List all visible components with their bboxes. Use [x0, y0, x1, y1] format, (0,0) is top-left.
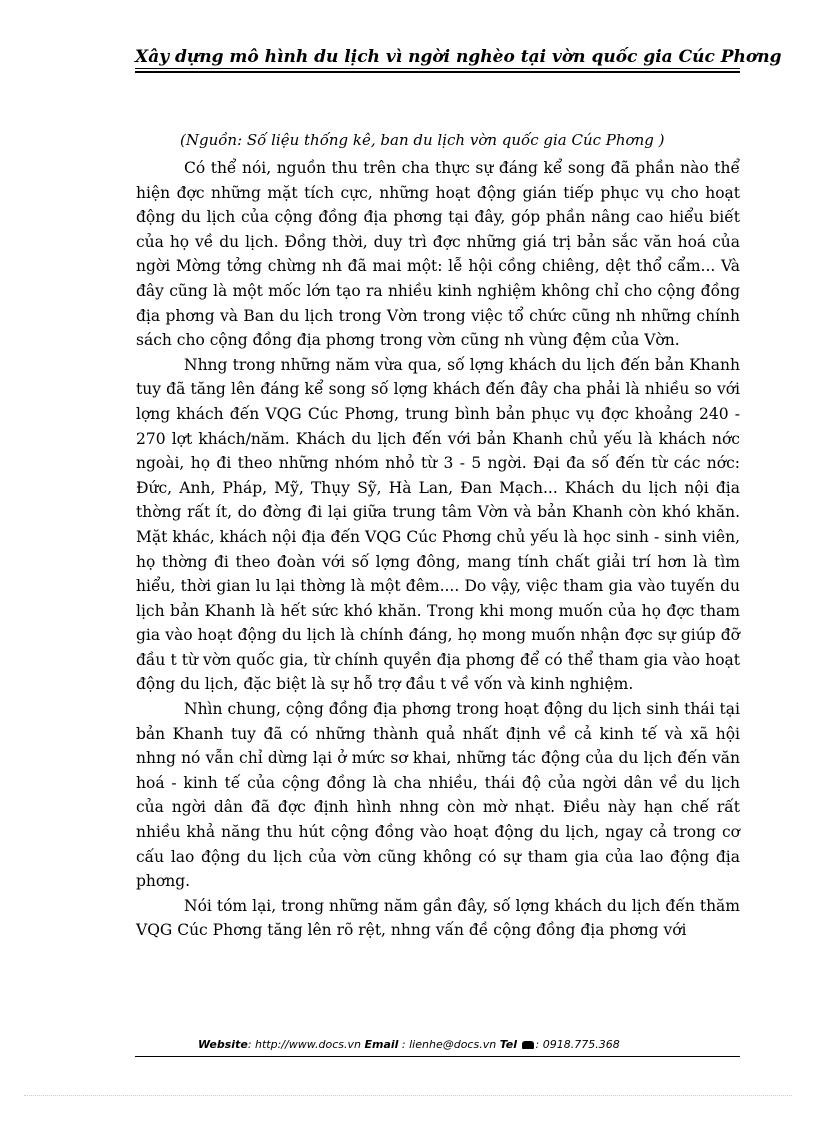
footer-tel-value: : 0918.775.368 [535, 1038, 620, 1051]
paragraph: Nói tóm lại, trong những năm gần đây, số lợng khách du lịch đến thăm VQG Cúc Phơng tăng lên rõ rệt, nhng vấn đề cộng đồng địa phơng với [136, 896, 740, 940]
footer-rule [135, 1056, 740, 1057]
footer-email-label: Email [364, 1038, 399, 1051]
footer-website-link[interactable]: : http://www.docs.vn [247, 1038, 361, 1051]
page-footer [198, 1038, 620, 1051]
body-text [136, 156, 740, 943]
footer-tel-label: Tel [499, 1038, 518, 1051]
paragraph: Nhng trong những năm vừa qua, số lợng khách du lịch đến bản Khanh tuy đã tăng lên đáng kể song số lợng khách đến đây cha phải là nhiều so với lợng khách đến VQG Cúc Phơng, trung bình bản phục vụ đợc khoảng 240 - 270 lợt khách/năm. Khách du lịch đến với bản Khanh chủ yếu là khách nớc ngoài, họ đi theo những nhóm nhỏ từ 3 - 5 ngời. Đại đa số đến từ các nớc: Đức, Anh, Pháp, Mỹ, Thụy Sỹ, Hà Lan, Đan Mạch... Khách du lịch nội địa thờng rất ít, do đờng đi lại giữa trung tâm Vờn và bản Khanh còn khó khăn. Mặt khác, khách nội địa đến VQG Cúc Phơng chủ yếu là học sinh - sinh viên, họ thờng đi theo đoàn với số lợng đông, mang tính chất giải trí hơn là tìm hiểu, thời gian lu lại thờng là một đêm.... Do vậy, việc tham gia vào tuyến du lịch bản Khanh là hết sức khó khăn. Trong khi mong muốn của họ đợc tham gia vào hoạt động du lịch là chính đáng, họ mong muốn nhận đợc sự giúp đỡ đầu t từ vờn quốc gia, từ chính quyền địa phơng để có thể tham gia vào hoạt động du lịch, đặc biệt là sự hỗ trợ đầu t về vốn và kinh nghiệm. [136, 355, 740, 694]
source-note: (Nguồn: Số liệu thống kê, ban du lịch vờn quốc gia Cúc Phơng ) [180, 131, 665, 149]
footer-email-link[interactable]: : lienhe@docs.vn [398, 1038, 497, 1051]
header-rule-thick [135, 71, 740, 73]
header-rule [135, 68, 740, 69]
page-header-title: Xây dựng mô hình du lịch vì ngời nghèo tại vờn quốc gia Cúc Phơng [135, 47, 782, 67]
paragraph: Có thể nói, nguồn thu trên cha thực sự đáng kể song đã phần nào thể hiện đợc những mặt tích cực, những hoạt động gián tiếp phục vụ cho hoạt động du lịch của cộng đồng địa phơng tại đây, góp phần nâng cao hiểu biết của họ về du lịch. Đồng thời, duy trì đợc những giá trị bản sắc văn hoá của ngời Mờng tởng chừng nh đã mai một: lễ hội cồng chiêng, dệt thổ cẩm... Và đây cũng là một mốc lớn tạo ra nhiều kinh nghiệm không chỉ cho cộng đồng địa phơng và Ban du lịch trong Vờn trong việc tổ chức cũng nh những chính sách cho cộng đồng địa phơng trong vờn cũng nh vùng đệm của Vờn. [136, 159, 740, 350]
paragraph: Nhìn chung, cộng đồng địa phơng trong hoạt động du lịch sinh thái tại bản Khanh tuy đã có những thành quả nhất định về cả kinh tế và xã hội nhng nó vẫn chỉ dừng lại ở mức sơ khai, những tác động của du lịch đến văn hoá - kinh tế của cộng đồng là cha nhiều, thái độ của ngời dân về du lịch của ngời dân đã đợc định hình nhng còn mờ nhạt. Điều này hạn chế rất nhiều khả năng thu hút cộng đồng vào hoạt động du lịch, ngay cả trong cơ cấu lao động du lịch của vờn cũng không có sự tham gia của lao động địa phơng. [136, 700, 740, 891]
footer-website-label: Website [198, 1038, 248, 1051]
page-bottom-edge [24, 1095, 792, 1096]
telephone-icon [522, 1041, 534, 1049]
